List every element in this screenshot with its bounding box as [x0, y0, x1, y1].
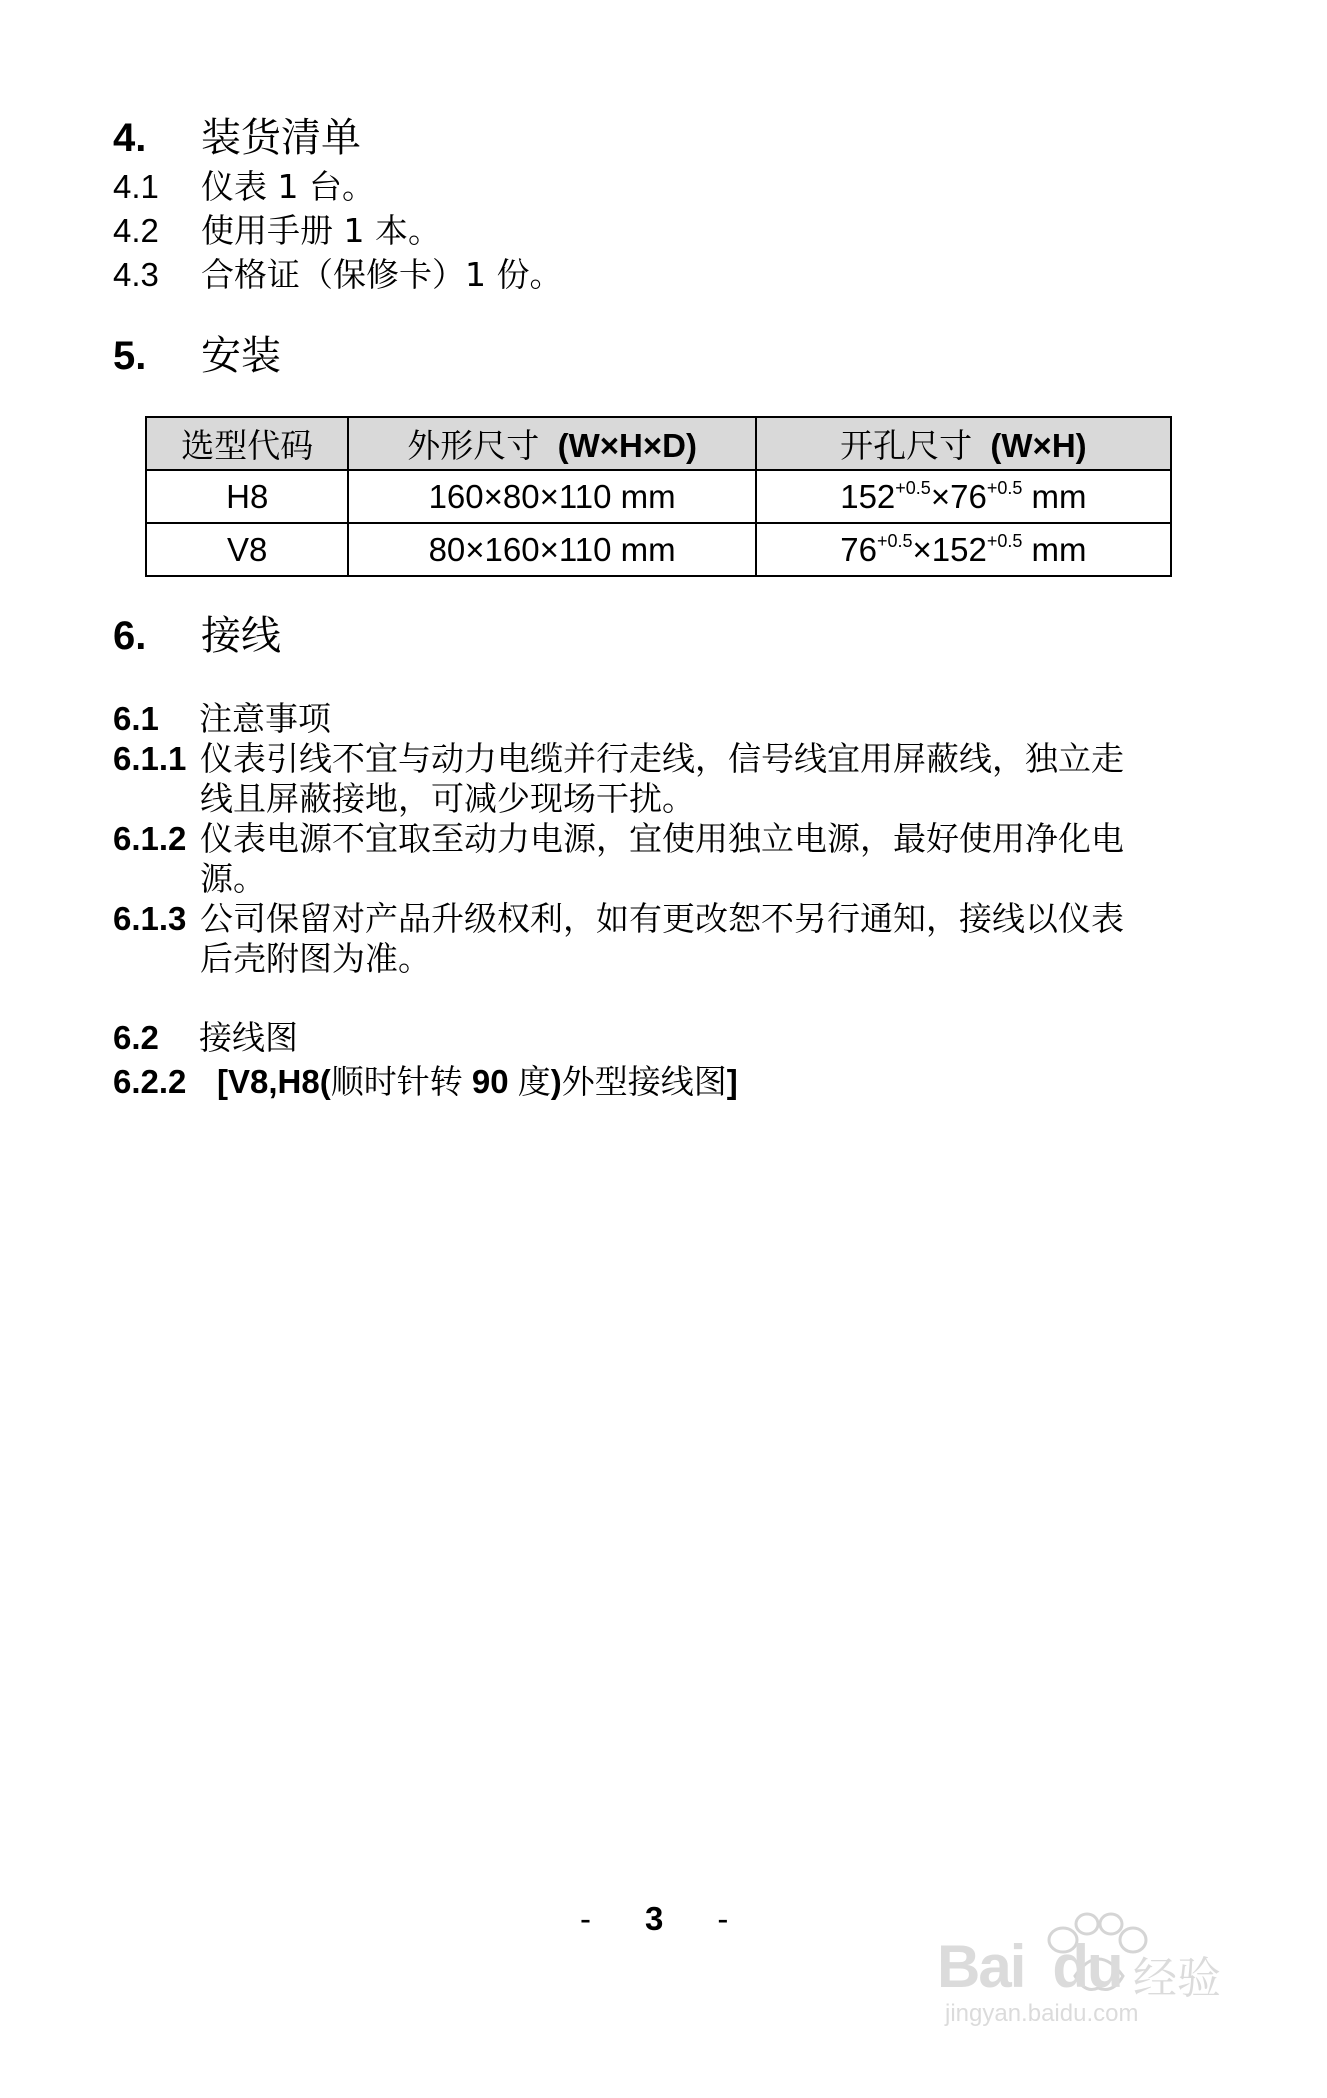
header-cutout-size: 开孔尺寸 (W×H): [756, 417, 1171, 470]
note-paragraph: [113, 819, 1300, 899]
cell-code: V8: [146, 523, 348, 576]
section-number: 6.: [113, 614, 147, 658]
watermark-brand: Bai: [937, 1933, 1025, 2000]
subsection-number: 6.1: [113, 700, 159, 737]
note-text-line: 仪表电源不宜取至动力电源，宜使用独立电源，最好使用净化电: [200, 819, 1124, 858]
cell-dims: 80×160×110 mm: [348, 523, 755, 576]
section-4-heading: [113, 114, 361, 162]
table-row: [146, 523, 1171, 576]
watermark-product: 经验: [1133, 1954, 1221, 2003]
section-title: 安装: [201, 333, 281, 379]
cell-cutout: $76^{+0.5}\times 152^{+0.5}$ mm: [756, 523, 1171, 576]
note-paragraph: [113, 739, 1300, 819]
note-number: 6.1.3: [113, 900, 187, 937]
page-number: 3: [645, 1900, 664, 1937]
table-header-row: [146, 417, 1171, 470]
footer-dash: -: [717, 1900, 729, 1937]
page-footer: [580, 1900, 728, 1938]
footer-dash: -: [580, 1900, 591, 1937]
dimension-table: [145, 416, 1172, 577]
subsection-6-2-2-heading: 6.2.2 [V8,H8(顺时针转 90 度)外型接线图]: [113, 1062, 738, 1101]
note-text-line: 线且屏蔽接地，可减少现场干扰。: [200, 779, 695, 818]
note-text-line: 公司保留对产品升级权利，如有更改恕不另行通知，接线以仪表: [200, 899, 1124, 938]
section-number: 5.: [113, 334, 147, 378]
section-5-heading: [113, 332, 281, 380]
section-6-heading: [113, 612, 281, 660]
item-text: 使用手册 1 本。: [201, 211, 441, 250]
subsection-6-2-heading: [113, 1018, 298, 1058]
subsection-6-1-heading: [113, 699, 331, 739]
cell-cutout: $152^{+0.5}\times 76^{+0.5}$ mm: [756, 470, 1171, 523]
item-number: 4.3: [113, 256, 159, 293]
watermark-url: jingyan.baidu.com: [945, 2000, 1139, 2027]
section-number: 4.: [113, 116, 147, 160]
item-text: 仪表 1 台。: [201, 167, 375, 206]
note-text-line: 后壳附图为准。: [200, 939, 431, 978]
item-text: 合格证（保修卡）1 份。: [201, 255, 563, 294]
subsection-title: 接线图: [199, 1018, 298, 1057]
subsection-number: 6.2: [113, 1019, 159, 1056]
item-number: 4.2: [113, 212, 159, 249]
header-model-code: 选型代码: [146, 417, 348, 470]
subsection-number: 6.2.2: [113, 1063, 187, 1100]
cell-dims: 160×80×110 mm: [348, 470, 755, 523]
header-outline-size: 外形尺寸 (W×H×D): [348, 417, 755, 470]
list-item: [113, 211, 441, 251]
section-title: 接线: [201, 613, 281, 659]
note-text-line: 仪表引线不宜与动力电缆并行走线，信号线宜用屏蔽线，独立走: [200, 739, 1124, 778]
watermark-brand2: du: [1052, 1933, 1122, 2000]
list-item: [113, 167, 375, 207]
note-text-line: 源。: [200, 859, 266, 898]
note-paragraph: [113, 899, 1300, 979]
note-number: 6.1.1: [113, 740, 187, 777]
section-title: 装货清单: [201, 115, 361, 161]
list-item: [113, 255, 563, 295]
baidu-jingyan-watermark: [935, 1880, 1235, 2030]
item-number: 4.1: [113, 168, 159, 205]
table-row: [146, 470, 1171, 523]
subsection-title: 注意事项: [199, 699, 331, 738]
note-number: 6.1.2: [113, 820, 187, 857]
cell-code: H8: [146, 470, 348, 523]
